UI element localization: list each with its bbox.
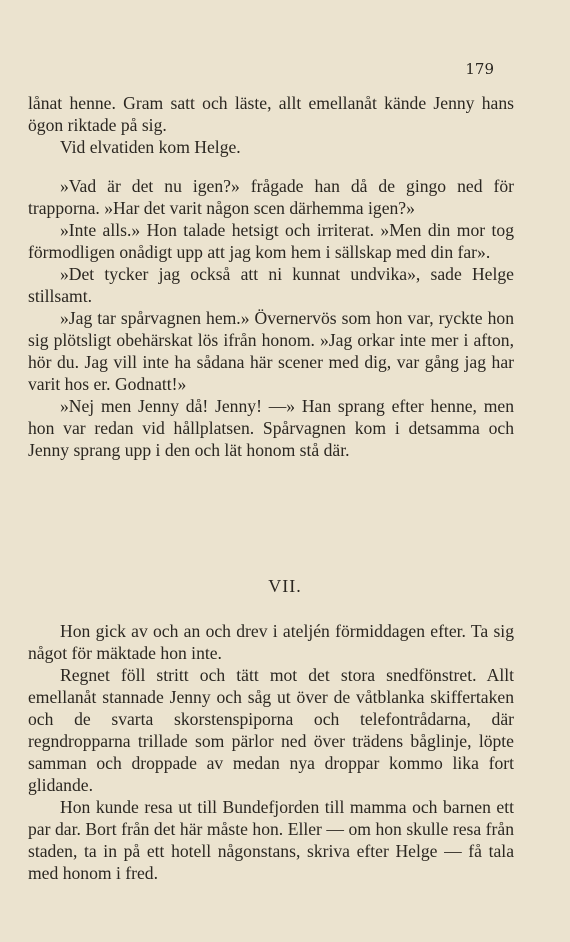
paragraph: Hon gick av och an och drev i ateljén förmiddagen efter. Ta sig något för mäktade hon inte. [28, 621, 514, 663]
text-block-before-chapter [28, 92, 514, 461]
paragraph: »Inte alls.» Hon talade hetsigt och irriterat. »Men din mor tog förmodligen onådigt upp att jag kom hem i sällskap med din far». [28, 220, 514, 262]
text-block-chapter-seven [28, 620, 514, 884]
paragraph: Hon kunde resa ut till Bundefjorden till mamma och barnen ett par dar. Bort från det här måste hon. Eller — om hon skulle resa från staden, ta in på ett hotell någonstans, skriva efter Helge — få tala med honom i fred. [28, 797, 514, 883]
paragraph: lånat henne. Gram satt och läste, allt emellanåt kände Jenny hans ögon riktade på sig. [28, 93, 514, 135]
paragraph: Vid elvatiden kom Helge. [60, 137, 241, 157]
paragraph: »Jag tar spårvagnen hem.» Övernervös som hon var, ryckte hon sig plötsligt obehärskat lös ifrån honom. »Jag orkar inte mer i afton, hör du. Jag vill inte ha sådana här scener med dig, var gång jag har varit hos er. Godnatt!» [28, 308, 514, 394]
chapter-heading: VII. [268, 576, 302, 596]
paragraph: Regnet föll stritt och tätt mot det stora snedfönstret. Allt emellanåt stannade Jenny och såg ut över de våtblanka skiffertaken och de svarta skorstenspiporna och telefontrådarna, där regndropparna trillade som pärlor ned över trädens båglinje, löpte samman och droppade av medan nya droppar kommo lika fort glidande. [28, 665, 514, 795]
paragraph: »Vad är det nu igen?» frågade han då de gingo ned för trapporna. »Har det varit någon scen därhemma igen?» [28, 176, 514, 218]
paragraph: »Nej men Jenny då! Jenny! —» Han sprang efter henne, men hon var redan vid hållplatsen. Spårvagnen kom i detsamma och Jenny sprang upp i den och lät honom stå där. [28, 396, 514, 460]
paragraph: »Det tycker jag också att ni kunnat undvika», sade Helge stillsamt. [28, 264, 514, 306]
page-number: 179 [465, 60, 494, 78]
